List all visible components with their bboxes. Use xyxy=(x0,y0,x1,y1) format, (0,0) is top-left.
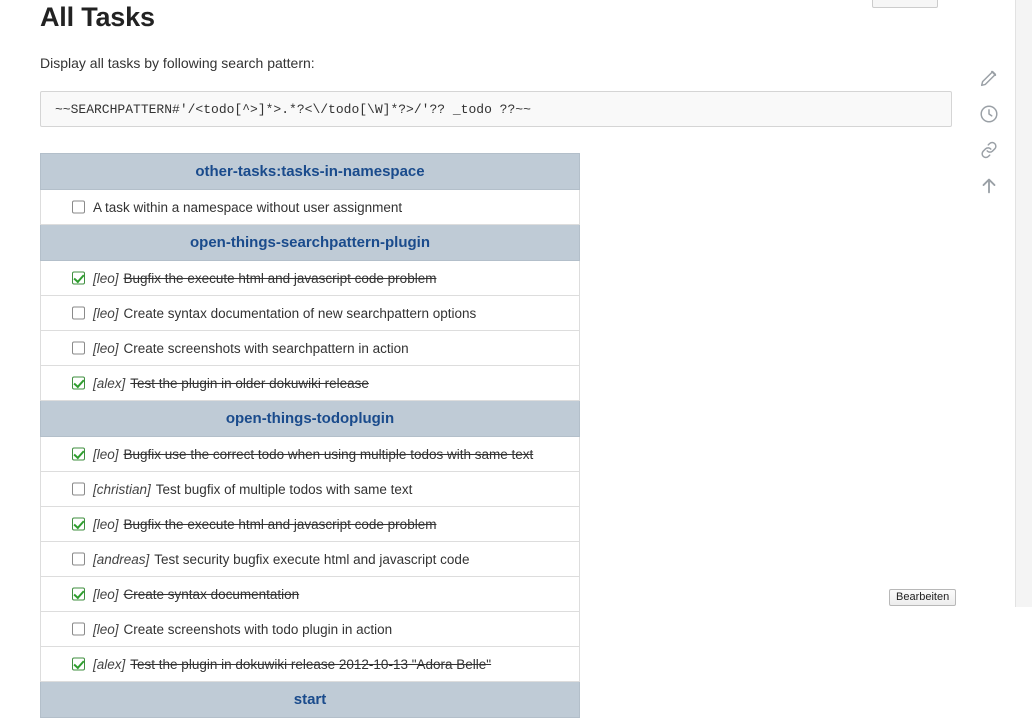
table-row[interactable] xyxy=(41,577,580,612)
table-row[interactable] xyxy=(41,647,580,682)
task-group-header[interactable] xyxy=(41,682,580,718)
task-title: Create syntax documentation of new searchpattern options xyxy=(123,305,477,321)
task-user: [alex] xyxy=(93,656,126,672)
task-label xyxy=(93,271,436,286)
task-title: Test the plugin in dokuwiki release 2012-10-13 "Adora Belle" xyxy=(130,656,492,672)
table-row[interactable] xyxy=(41,437,580,472)
task-label xyxy=(93,587,299,602)
task-label xyxy=(93,622,392,637)
task-group-header[interactable] xyxy=(41,154,580,190)
task-user: [leo] xyxy=(93,270,119,286)
search-pattern-code: ~~SEARCHPATTERN#'/<todo[^>]*>.*?<\/todo[\W]*?>/'?? _todo ??~~ xyxy=(55,101,531,117)
edit-pencil-icon[interactable] xyxy=(977,66,1001,90)
task-checkbox[interactable] xyxy=(72,588,85,601)
backlinks-icon[interactable] xyxy=(977,138,1001,162)
task-title: Create syntax documentation xyxy=(123,586,300,602)
task-label xyxy=(93,306,476,321)
task-checkbox[interactable] xyxy=(72,272,85,285)
table-row[interactable] xyxy=(41,542,580,577)
task-title: Bugfix use the correct todo when using multiple todos with same text xyxy=(123,446,534,462)
task-title: Bugfix the execute html and javascript code problem xyxy=(123,270,437,286)
task-title: Create screenshots with searchpattern in action xyxy=(123,340,409,356)
task-label xyxy=(93,200,402,215)
task-checkbox[interactable] xyxy=(72,518,85,531)
page-tool-rail xyxy=(972,66,1006,198)
task-checkbox[interactable] xyxy=(72,623,85,636)
task-title: Bugfix the execute html and javascript code problem xyxy=(123,516,437,532)
task-group-header[interactable] xyxy=(41,401,580,437)
task-title: Test the plugin in older dokuwiki release xyxy=(130,375,369,391)
task-checkbox[interactable] xyxy=(72,553,85,566)
task-checkbox[interactable] xyxy=(72,377,85,390)
page-scrollbar[interactable] xyxy=(1015,0,1032,607)
table-row[interactable] xyxy=(41,612,580,647)
task-user: [leo] xyxy=(93,621,119,637)
task-checkbox[interactable] xyxy=(72,201,85,214)
group-link-other-tasks[interactable]: other-tasks:tasks-in-namespace xyxy=(195,163,425,180)
group-link-todoplugin[interactable]: open-things-todoplugin xyxy=(225,410,395,427)
task-title: Test security bugfix execute html and javascript code xyxy=(154,551,470,567)
task-user: [leo] xyxy=(93,340,119,356)
task-user: [leo] xyxy=(93,446,119,462)
task-checkbox[interactable] xyxy=(72,342,85,355)
edit-button[interactable]: Bearbeiten xyxy=(889,589,956,606)
table-row[interactable] xyxy=(41,296,580,331)
group-link-start[interactable]: start xyxy=(293,691,327,708)
page-title: All Tasks xyxy=(40,2,155,32)
task-user: [christian] xyxy=(93,481,151,497)
back-to-top-icon[interactable] xyxy=(977,174,1001,198)
task-group-header[interactable] xyxy=(41,225,580,261)
intro-text: Display all tasks by following search pattern: xyxy=(40,55,315,71)
task-checkbox[interactable] xyxy=(72,483,85,496)
task-user: [leo] xyxy=(93,586,119,602)
main-content xyxy=(40,0,952,718)
task-label xyxy=(93,376,369,391)
task-checkbox[interactable] xyxy=(72,448,85,461)
task-user: [leo] xyxy=(93,305,119,321)
task-table xyxy=(40,153,580,718)
task-title: Test bugfix of multiple todos with same text xyxy=(155,481,413,497)
task-label xyxy=(93,447,533,462)
table-row[interactable] xyxy=(41,507,580,542)
table-row[interactable] xyxy=(41,190,580,225)
task-title: Create screenshots with todo plugin in action xyxy=(123,621,393,637)
search-pattern-box xyxy=(40,91,952,127)
task-user: [andreas] xyxy=(93,551,150,567)
task-label xyxy=(93,482,412,497)
group-link-searchpattern-plugin[interactable]: open-things-searchpattern-plugin xyxy=(190,234,430,251)
task-table-body xyxy=(41,154,580,718)
task-checkbox[interactable] xyxy=(72,658,85,671)
task-label xyxy=(93,341,409,356)
table-row[interactable] xyxy=(41,366,580,401)
task-user: [leo] xyxy=(93,516,119,532)
task-checkbox[interactable] xyxy=(72,307,85,320)
task-label xyxy=(93,517,436,532)
task-label xyxy=(93,552,469,567)
history-clock-icon[interactable] xyxy=(977,102,1001,126)
task-title: A task within a namespace without user assignment xyxy=(93,199,403,215)
table-row[interactable] xyxy=(41,261,580,296)
task-user: [alex] xyxy=(93,375,126,391)
task-label xyxy=(93,657,491,672)
table-row[interactable] xyxy=(41,472,580,507)
table-row[interactable] xyxy=(41,331,580,366)
